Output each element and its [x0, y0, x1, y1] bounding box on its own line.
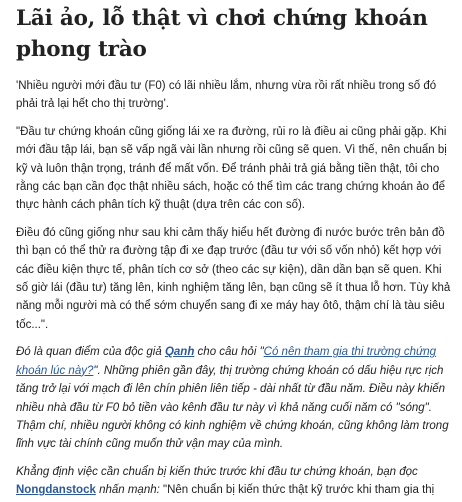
- text-segment: ". Những phiên gần đây, thị trường chứng khoán có dấu hiệu rực rịch tăng trở lại với mạch đi lên chín phiên liên tiếp - dài nhất từ đầu năm. Điều này khiến nhiều nhà đầu từ F0 bỏ tiền vào kênh đầu tư này vì khả năng cuối năm có "sóng". Thậm chí, nhiều người không có kinh nghiệm về chứng khoán, cũng không làm trong lĩnh vực tài chính cũng muốn thử vận may của mình.: [16, 364, 449, 451]
- article-title: Lãi ảo, lỗ thật vì chơi chứng khoán phong trào: [16, 6, 428, 62]
- text-segment: cho câu hỏi ": [194, 346, 264, 359]
- reader-link[interactable]: Nongdanstock: [16, 484, 96, 497]
- text-segment: "Nên chuẩn bị kiến thức thật kỹ trước khi tham gia thị: [163, 484, 435, 497]
- article: [0, 3, 462, 500]
- author-link[interactable]: Qanh: [164, 346, 195, 359]
- paragraph-context: [16, 343, 452, 453]
- question-link[interactable]: Có nên tham gia thị trường chứng khoán lúc này?: [16, 346, 437, 377]
- article-lead: 'Nhiều người mới đầu tư (F0) có lãi nhiều lắm, nhưng vừa rồi rất nhiều trong số đó phải trả lại hết cho thị trường'.: [16, 80, 437, 111]
- text-segment: Đó là quan điểm của độc giả: [16, 346, 165, 359]
- text-segment: Khẳng định việc cần chuẩn bị kiến thức trước khi đầu tư chứng khoán, bạn đọc: [16, 465, 418, 478]
- text-segment: nhấn mạnh:: [95, 484, 164, 497]
- paragraph-quote-2: Điều đó cũng giống như sau khi cảm thấy hiểu hết đường đi nước bước trên bản đồ thì bạn có thể thử ra đường tập đi xe đạp trước (đầu tư với số vốn nhỏ) kết hợp với các điều kiện thực tế, phân tích cơ sở (theo các sự kiện), dần dần bạn sẽ quen. Khi số giờ lái (đầu tư) tăng lên, kinh nghiệm tăng lên, bạn cũng sẽ ít thua lỗ hơn. Tùy khả năng mỗi người mà có thể sớm chuyển sang đi xe máy hay ôtô, thậm chí là tàu siêu tốc...".: [16, 226, 451, 331]
- paragraph-quote-1: "Đầu tư chứng khoán cũng giống lái xe ra đường, rủi ro là điều ai cũng phải gặp. Khi mới đầu tập lái, bạn sẽ vấp ngã vài lần nhưng rồi cũng sẽ quen. Vì thế, nên chuẩn bị kỹ và luôn thận trọng, tránh để mất vốn. Để tránh phải trả giá bằng tiền thật, tôi cho rằng các bạn cần đọc thật nhiều sách, hoặc có thể tìm các trang chứng khoán ảo để thực hành cách phân tích kỹ thuật (dựa trên các con số).: [16, 125, 447, 212]
- paragraph-reader-comment: [16, 463, 452, 500]
